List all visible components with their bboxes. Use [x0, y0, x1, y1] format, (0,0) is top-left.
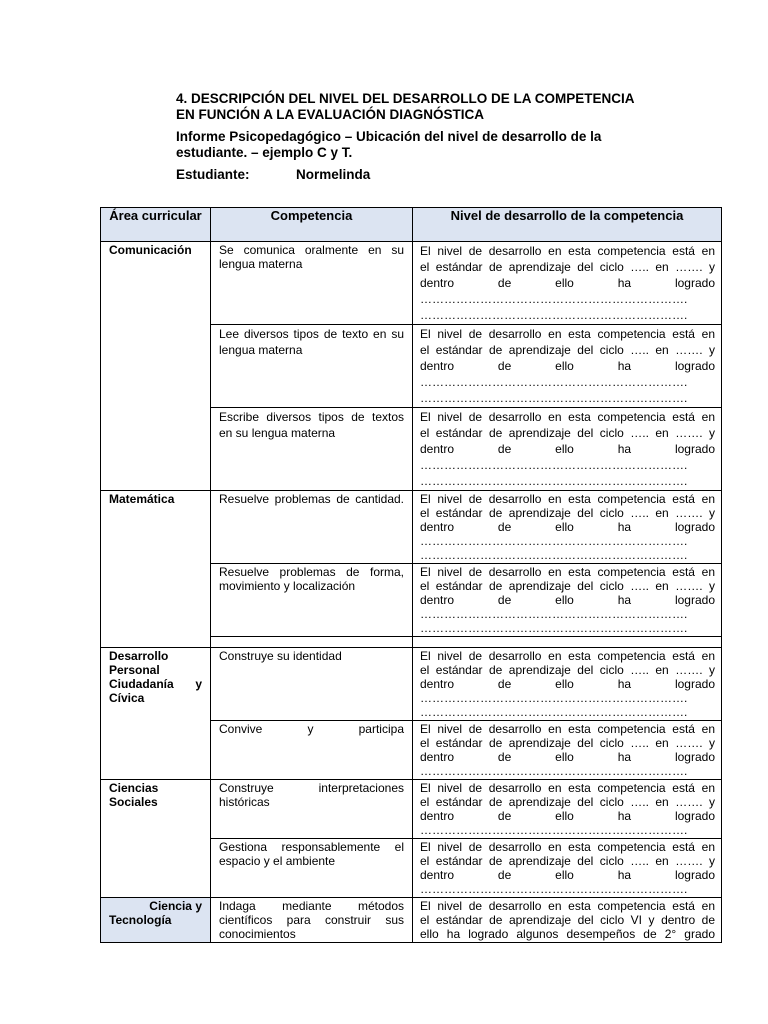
- level-line: El nivel de desarrollo en esta competencia está en: [420, 781, 715, 795]
- level-line: ………………………………………………………….: [420, 375, 688, 389]
- level-line: ello ha logrado algunos desempeños de 2° grado: [420, 927, 715, 941]
- competence-line: Construye interpretaciones: [219, 781, 404, 795]
- level-line: El nivel de desarrollo en esta competencia está en: [420, 565, 715, 579]
- area-cell-desarrollo-personal: [101, 648, 211, 780]
- level-line: dentro de ello ha logrado: [420, 809, 715, 823]
- level-line: El nivel de desarrollo en esta competencia está en: [420, 492, 715, 506]
- competence-cell: Se comunica oralmente en su lengua materna: [211, 242, 413, 325]
- level-line: ………………………………………………………….: [420, 621, 688, 635]
- report-title: Informe Psicopedagógico – Ubicación del nivel de desarrollo de la estudiante. – ejemplo C y T.: [176, 129, 602, 160]
- level-line: el estándar de aprendizaje del ciclo ….. en ……. y: [420, 854, 715, 868]
- area-cell-ciencias-sociales: [101, 780, 211, 898]
- level-line: dentro de ello ha logrado: [420, 276, 715, 290]
- level-cell: [413, 325, 722, 408]
- level-line: el estándar de aprendizaje del ciclo ….. en ……. y: [420, 343, 715, 357]
- level-line: ………………………………………………………….: [420, 308, 688, 322]
- competence-cell: [211, 721, 413, 780]
- area-line: Personal: [109, 663, 160, 677]
- level-cell: [413, 839, 722, 898]
- level-cell: [413, 780, 722, 839]
- level-cell: [413, 648, 722, 721]
- header-area: Área curricular: [101, 208, 211, 242]
- level-line: ………………………………………………………….: [420, 607, 688, 621]
- level-line: dentro de ello ha logrado: [420, 868, 715, 882]
- competence-cell: Resuelve problemas de cantidad.: [211, 491, 413, 564]
- header-competence: Competencia: [211, 208, 413, 242]
- competence-cell: Resuelve problemas de forma, movimiento y localización: [211, 564, 413, 637]
- area-line: Sociales: [109, 795, 158, 809]
- competence-cell: Escribe diversos tipos de textos en su lengua materna: [211, 408, 413, 491]
- competence-line: Convive y participa: [219, 722, 404, 736]
- level-line: dentro de ello ha logrado: [420, 442, 715, 456]
- competence-cell: Gestiona responsablemente el espacio y el ambiente: [211, 839, 413, 898]
- level-line: el estándar de aprendizaje del ciclo VI y dentro de: [420, 913, 715, 927]
- area-line: Ciencias: [109, 781, 159, 795]
- level-line: ………………………………………………………….: [420, 548, 688, 562]
- student-label: Estudiante:: [176, 167, 250, 182]
- table-header-row: [101, 208, 722, 242]
- level-line: El nivel de desarrollo en esta competencia está en: [420, 410, 715, 424]
- level-line: el estándar de aprendizaje del ciclo ….. en ……. y: [420, 506, 715, 520]
- level-cell: [413, 898, 722, 943]
- competence-cell: Construye su identidad: [211, 648, 413, 721]
- competence-cell: Lee diversos tipos de texto en su lengua materna: [211, 325, 413, 408]
- level-line: ………………………………………………………….: [420, 474, 688, 488]
- empty-cell: [211, 637, 413, 648]
- level-line: El nivel de desarrollo en esta competencia está en: [420, 327, 715, 341]
- level-line: el estándar de aprendizaje del ciclo ….. en ……. y: [420, 426, 715, 440]
- table-row: [101, 648, 722, 721]
- area-line: Ciudadanía y: [109, 677, 202, 691]
- level-cell: [413, 408, 722, 491]
- table-row: [101, 898, 722, 943]
- area-cell-ciencia-tecnologia: [101, 898, 211, 943]
- competence-cell: Indaga mediante métodos científicos para construir sus conocimientos: [211, 898, 413, 943]
- student-line: [176, 167, 576, 183]
- level-line: ………………………………………………………….: [420, 691, 688, 705]
- level-line: dentro de ello ha logrado: [420, 359, 715, 373]
- level-line: El nivel de desarrollo en esta competencia está en: [420, 840, 715, 854]
- level-line: ………………………………………………………….: [420, 292, 688, 306]
- area-line: Ciencia y: [149, 899, 202, 913]
- level-line: ………………………………………………………….: [420, 391, 688, 405]
- level-line: ………………………………………………………….: [420, 458, 688, 472]
- level-line: el estándar de aprendizaje del ciclo ….. en ……. y: [420, 663, 715, 677]
- level-line: El nivel de desarrollo en esta competencia está en: [420, 244, 715, 258]
- level-line: dentro de ello ha logrado: [420, 520, 715, 534]
- level-cell: [413, 491, 722, 564]
- level-cell: [413, 721, 722, 780]
- level-line: el estándar de aprendizaje del ciclo ….. en ……. y: [420, 260, 715, 274]
- level-line: El nivel de desarrollo en esta competencia está en: [420, 722, 715, 736]
- level-line: el estándar de aprendizaje del ciclo ….. en ……. y: [420, 795, 715, 809]
- header-level: Nivel de desarrollo de la competencia: [413, 208, 722, 242]
- level-line: dentro de ello ha logrado: [420, 593, 715, 607]
- competence-line: históricas: [219, 795, 270, 809]
- level-line: ………………………………………………………….: [420, 882, 688, 896]
- empty-cell: [413, 637, 722, 648]
- table-row: [101, 780, 722, 839]
- area-line: Tecnología: [109, 913, 172, 927]
- competence-cell: [211, 780, 413, 839]
- section-title: 4. DESCRIPCIÓN DEL NIVEL DEL DESARROLLO DE LA COMPETENCIA EN FUNCIÓN A LA EVALUACIÓN DIAGNÓSTICA: [176, 91, 635, 122]
- level-cell: [413, 564, 722, 637]
- area-cell-matematica: Matemática: [101, 491, 211, 648]
- table-row: [101, 242, 722, 325]
- level-line: ………………………………………………………….: [420, 823, 688, 837]
- level-line: ………………………………………………………….: [420, 534, 688, 548]
- area-cell-comunicacion: Comunicación: [101, 242, 211, 491]
- student-name: Normelinda: [296, 167, 371, 182]
- level-line: dentro de ello ha logrado: [420, 750, 715, 764]
- level-line: El nivel de desarrollo en esta competencia está en: [420, 899, 715, 913]
- table-row: [101, 491, 722, 564]
- competence-table: [100, 207, 722, 943]
- level-cell: [413, 242, 722, 325]
- level-line: dentro de ello ha logrado: [420, 677, 715, 691]
- level-line: El nivel de desarrollo en esta competencia está en: [420, 649, 715, 663]
- area-line: Cívica: [109, 691, 145, 705]
- area-line: Desarrollo: [109, 649, 169, 663]
- level-line: el estándar de aprendizaje del ciclo ….. en ……. y: [420, 736, 715, 750]
- level-line: ………………………………………………………….: [420, 764, 688, 778]
- level-line: ………………………………………………………….: [420, 705, 688, 719]
- level-line: el estándar de aprendizaje del ciclo ….. en ……. y: [420, 579, 715, 593]
